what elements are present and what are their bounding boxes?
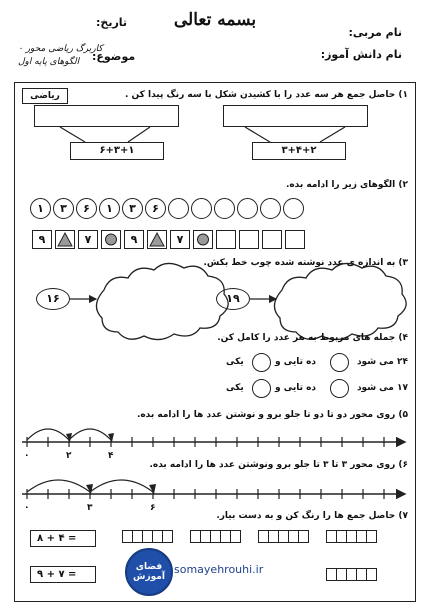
pattern-square: ۹ [32, 230, 52, 249]
topic-label: موضوع: [92, 50, 136, 63]
date-label: تاریخ: [96, 16, 128, 29]
axis-label: ۰ [24, 451, 30, 461]
pattern-square: ۷ [170, 230, 190, 249]
question-6: ۶) روی محور ۳ تا ۳ تا جلو برو ونوشتن عدد ها را ادامه بده. [149, 460, 408, 470]
q7-expression-1: ۸ + ۴ = [30, 530, 96, 547]
question-3: ۳) به اندازه ی عدد نوشته شده چوب خط بکش. [203, 258, 408, 268]
axis-label: ۲ [66, 451, 72, 461]
question-2: ۲) الگوهای زیر را ادامه بده. [285, 180, 408, 190]
coloring-cell[interactable] [230, 530, 241, 543]
q4-row2-tens-label: ده تایی و [275, 383, 317, 393]
logo-text: فضای آموزش [133, 562, 165, 582]
q7-expression-2: ۹ + ۷ = [30, 566, 96, 583]
q4-row1-ones-label: یکی [226, 357, 244, 367]
question-7: ۷) حاصل جمع ها را رنگ کن و به دست بیار. [216, 511, 408, 521]
q4-row1-number: ۲۴ می شود [356, 357, 408, 367]
q1-left-expression: ۶+۳+۱ [70, 142, 164, 160]
question-4: ۴) جمله های مربوط به هر عدد را کامل کن. [217, 333, 408, 343]
axis-label: ۰ [24, 503, 30, 513]
pattern-square: ۷ [78, 230, 98, 249]
question-1: ۱) حاصل جمع هر سه عدد را با کشیدن شکل با سه رنگ پیدا کن . [124, 90, 408, 100]
q4-row1-tens-label: ده تایی و [275, 357, 317, 367]
coloring-cell[interactable] [162, 530, 173, 543]
tally-number-right: ۱۹ [216, 288, 250, 310]
tally-number-left: ۱۶ [36, 288, 70, 310]
axis-label: ۶ [150, 503, 156, 513]
subject-box: ریاضی [22, 88, 68, 104]
coloring-cell[interactable] [366, 568, 377, 581]
q4-row2-number: ۱۷ می شود [356, 383, 408, 393]
q4-row2-ones-label: یکی [226, 383, 244, 393]
axis-label: ۳ [87, 503, 93, 513]
teacher-name-label: نام مربی: [348, 26, 402, 39]
pattern-circle: ۶ [145, 198, 166, 219]
pattern-circle: ۳ [53, 198, 74, 219]
topic-line-1: کاربرگ ریاضی محور ۰ [18, 44, 103, 54]
pattern-square: ۹ [124, 230, 144, 249]
site-url: somayehrouhi.ir [174, 563, 264, 576]
topic-line-2: الگوهای پایه اول [18, 57, 80, 67]
page-title: بسمه تعالی [173, 10, 257, 30]
question-5: ۵) روی محور دو تا دو تا جلو برو و نوشتن عدد ها را ادامه بده. [136, 410, 408, 420]
coloring-cell[interactable] [366, 530, 377, 543]
pattern-circle: ۱ [30, 198, 51, 219]
pattern-circle: ۳ [122, 198, 143, 219]
pattern-circle: ۶ [76, 198, 97, 219]
student-name-label: نام دانش آموز: [320, 48, 402, 61]
q1-right-expression: ۳+۴+۲ [252, 142, 346, 160]
coloring-cell[interactable] [298, 530, 309, 543]
axis-label: ۴ [108, 451, 114, 461]
pattern-circle: ۱ [99, 198, 120, 219]
site-logo [125, 548, 173, 596]
